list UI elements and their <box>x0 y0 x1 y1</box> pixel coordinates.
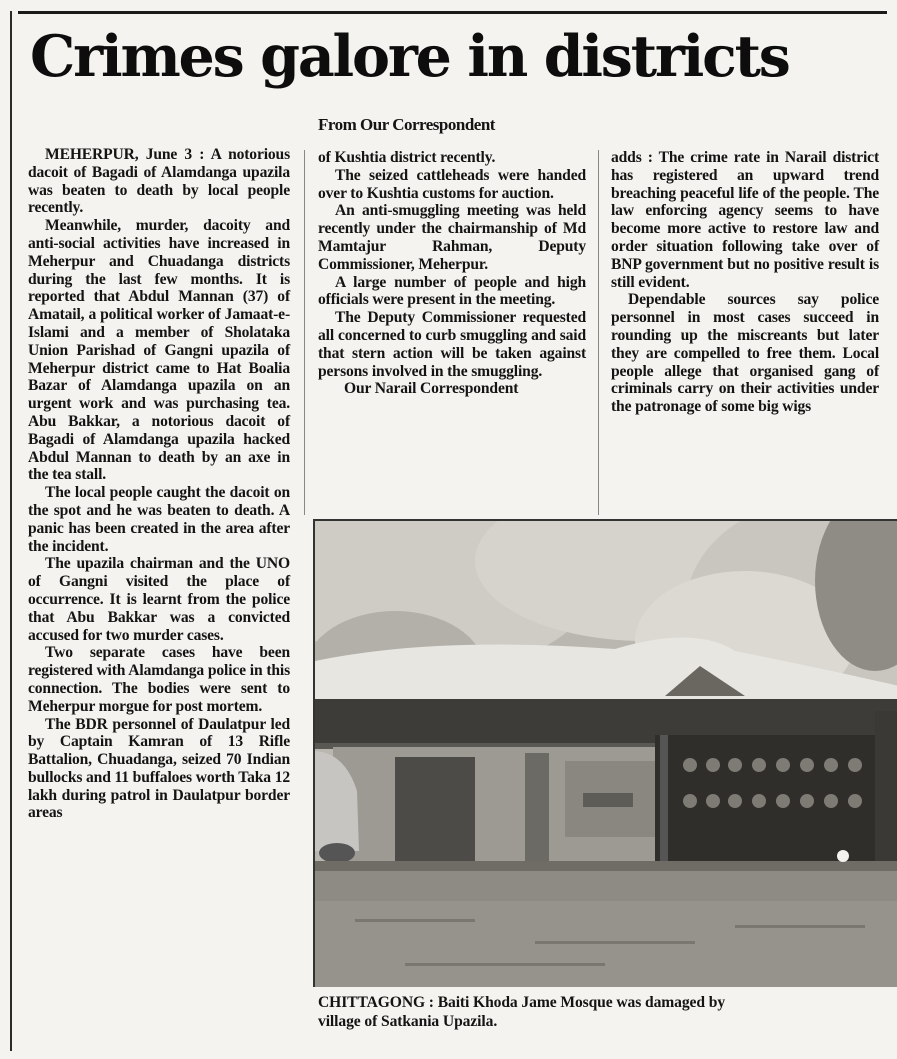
paragraph: Our Narail Correspondent <box>344 380 519 398</box>
caption-line-1: CHITTAGONG : Baiti Khoda Jame Mosque was damaged by <box>318 994 726 1011</box>
caption-line-2: village of Satkania Upazila. <box>318 1013 498 1030</box>
column-divider <box>304 150 305 515</box>
paragraph: An anti-smuggling meeting was held recently under the chairmanship of Md Mamtajur Rahman, Deputy Commissioner, Meherpur. <box>318 202 586 273</box>
article-column-1 <box>28 146 290 822</box>
paragraph: adds : The crime rate in Narail district has registered an upward trend breaching peaceful life of the people. The law enforcing agency seems to have become more active to restore law and order situation following take over of BNP government but no positive result is still evident. <box>611 149 879 291</box>
paragraph: The upazila chairman and the UNO of Gangni visited the place of occurrence. It is learnt from the police that Abu Bakkar was a convicted accused for two murder cases. <box>28 555 290 644</box>
photo-caption <box>318 993 893 1031</box>
paragraph: The local people caught the dacoit on the spot and he was beaten to death. A panic has been created in the area after the incident. <box>28 484 290 555</box>
paragraph: Meanwhile, murder, dacoity and anti-social activities have increased in Meherpur and Chuadanga districts during the last few months. It is reported that Abdul Mannan (37) of Amatail, a political worker of Jamaat-e-Islami and a member of Sholataka Union Parishad of Gangni upazila of Meherpur district came to Hat Boalia Bazar of Alamdanga upazila on an urgent work and was purchasing tea. Abu Bakkar, a notorious dacoit of Bagadi of Alamdanga upazila hacked Abdul Mannan to death by an axe in the tea stall. <box>28 217 290 484</box>
left-column-rule <box>10 11 12 1051</box>
column-divider <box>598 150 599 515</box>
paragraph: The seized cattleheads were handed over to Kushtia customs for auction. <box>318 166 586 202</box>
damaged-mosque-illustration <box>315 521 897 987</box>
paragraph: A large number of people and high officials were present in the meeting. <box>318 273 586 309</box>
article-column-2 <box>318 149 586 398</box>
paragraph: MEHERPUR, June 3 : A notorious dacoit of Bagadi of Alamdanga upazila was beaten to death by local people recently. <box>28 146 290 217</box>
paragraph: The BDR personnel of Daulatpur led by Captain Kamran of 13 Rifle Battalion, Chuadanga, seized 70 Indian bullocks and 11 buffaloes worth Taka 12 lakh during patrol in Daulatpur border areas <box>28 715 290 822</box>
paragraph: of Kushtia district recently. <box>318 149 496 166</box>
paragraph: Dependable sources say police personnel in most cases succeed in rounding up the miscreants but later they are compelled to free them. Local people allege that organised gang of criminals carry on their activities under the patronage of some big wigs <box>611 291 879 416</box>
article-column-3 <box>611 149 879 416</box>
paragraph: Two separate cases have been registered with Alamdanga police in this connection. The bodies were sent to Meherpur morgue for post mortem. <box>28 644 290 715</box>
article-headline: Crimes galore in districts <box>30 23 789 90</box>
article-byline: From Our Correspondent <box>318 115 495 134</box>
paragraph: The Deputy Commissioner requested all concerned to curb smuggling and said that stern action will be taken against persons involved in the smuggling. <box>318 309 586 380</box>
mosque-photo <box>313 519 897 987</box>
